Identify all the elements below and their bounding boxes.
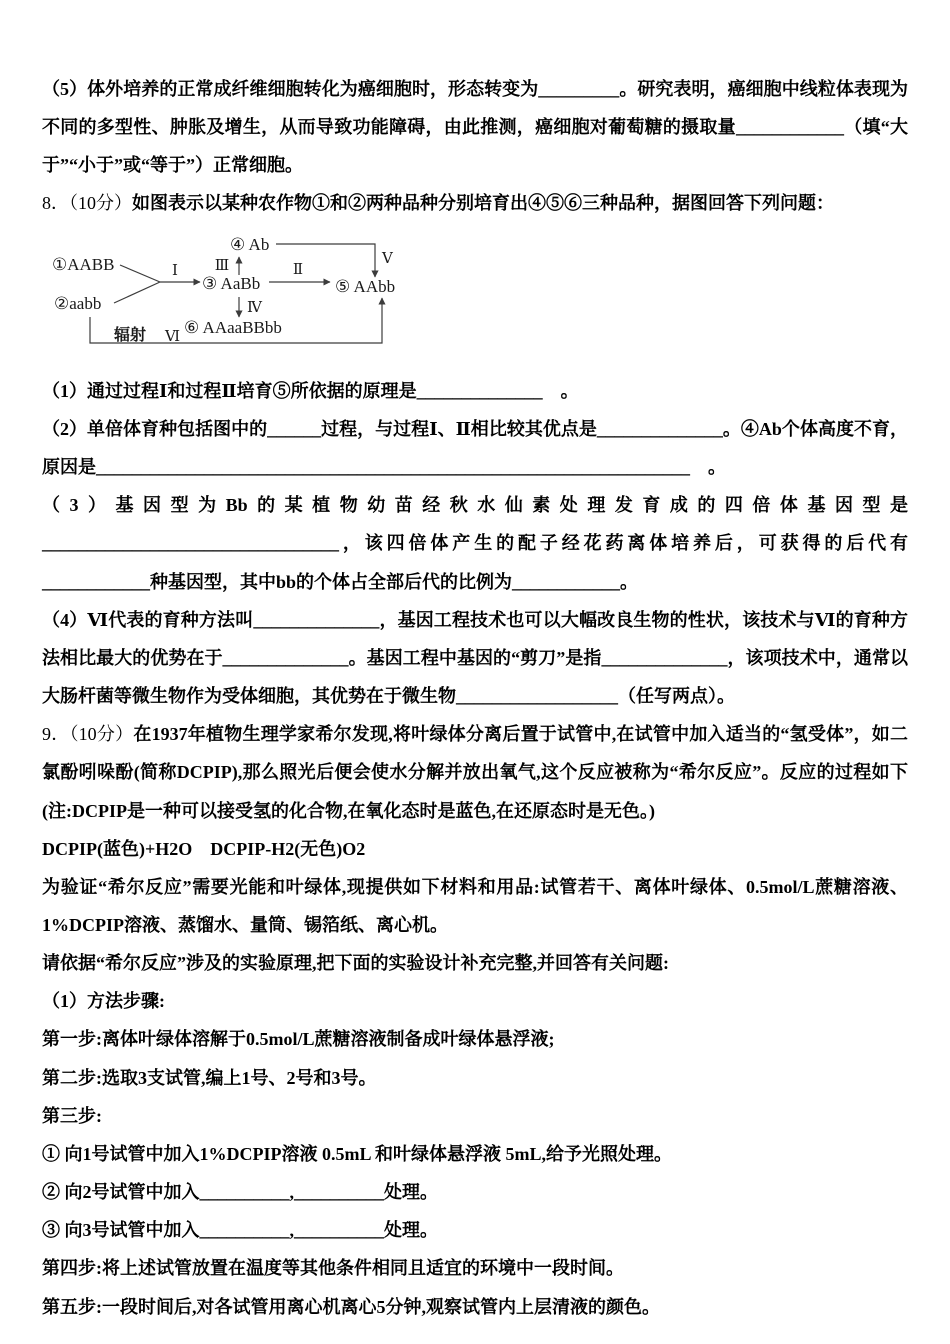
process-III-label: Ⅲ (214, 257, 230, 274)
node-4-Ab: ④ Ab (230, 234, 270, 254)
cross-line-bottom (114, 282, 160, 303)
question8-sub3: （3）基因型为Bb的某植物幼苗经秋水仙素处理发育成的四倍体基因型是_________________________________，该四倍体产生的配子经花药离体培养后，可获得的后代有____________种基因型，其中bb的个体占全部后代的比例为____________。 (42, 495, 908, 592)
node-1-AABB: ①AABB (52, 254, 115, 274)
cross-line-top (120, 265, 160, 282)
question9-step3-header: 第三步: (42, 1105, 102, 1126)
radiation-label: 辐射 (114, 326, 147, 344)
question8-intro (42, 184, 908, 222)
node-6-AAaaBBbb: ⑥ AAaaBBbb (184, 317, 282, 337)
question8-sub1: （1）通过过程Ⅰ和过程Ⅱ培育⑤所依据的原理是______________ 。 (42, 380, 579, 401)
question8-sub2: （2）单倍体育种包括图中的______过程，与过程Ⅰ、Ⅱ相比较其优点是______________。④Ab个体高度不育，原因是__________________________________________________________________ 。 (42, 418, 908, 478)
question9-step3-item2: ② 向2号试管中加入__________,__________处理。 (42, 1182, 438, 1203)
question7-part5: （5）体外培养的正常成纤维细胞转化为癌细胞时，形态转变为_________。研究表明，癌细胞中线粒体表现为不同的多型性、肿胀及增生，从而导致功能障碍，由此推测，癌细胞对葡萄糖的摄取量____________（填“大于”“小于”或“等于”）正常细胞。 (42, 79, 908, 176)
node-3-AaBb: ③ AaBb (202, 273, 261, 293)
question9-request: 请依据“希尔反应”涉及的实验原理,把下面的实验设计补充完整,并回答有关问题: (42, 953, 669, 974)
question8-number: 8．（10分） (42, 193, 132, 214)
question9-step5: 第五步:一段时间后,对各试管用离心机离心5分钟,观察试管内上层清液的颜色。 (42, 1296, 660, 1317)
question9-number: 9．（10分） (42, 724, 134, 745)
process-IV-label: Ⅳ (247, 299, 262, 316)
question8-intro-text: 如图表示以某种农作物①和②两种品种分别培育出④⑤⑥三种品种，据图回答下列问题： (132, 193, 834, 214)
question9-step4: 第四步:将上述试管放置在温度等其他条件相同且适宜的环境中一段时间。 (42, 1258, 624, 1279)
process-II-label: Ⅱ (292, 261, 304, 278)
question9-intro (42, 715, 908, 829)
process-V-line (276, 244, 375, 277)
process-V-label: Ⅴ (382, 250, 393, 267)
question9-part1-header: （1）方法步骤: (42, 991, 165, 1012)
process-VI-label: Ⅵ (165, 328, 181, 345)
question9-formula: DCPIP(蓝色)+H2O DCPIP-H2(无色)O2 (42, 838, 366, 859)
node-2-aabb: ②aabb (54, 293, 102, 313)
question9-intro-text: 在1937年植物生理学家希尔发现,将叶绿体分离后置于试管中,在试管中加入适当的“氢受体”，如二氯酚吲哚酚(简称DCPIP),那么照光后便会使水分解并放出氧气,这个反应被称为“希尔反应”。反应的过程如下(注:DCPIP是一种可以接受氢的化合物,在氧化态时是蓝色,在还原态时是无色。) (42, 724, 909, 821)
breeding-diagram-svg (32, 229, 462, 357)
question9-step3-item1: ① 向1号试管中加入1%DCPIP溶液 0.5mL 和叶绿体悬浮液 5mL,给予光照处理。 (42, 1143, 672, 1164)
process-I-label: Ⅰ (172, 262, 178, 279)
breeding-diagram (32, 229, 908, 370)
question9-step2: 第二步:选取3支试管,编上1号、2号和3号。 (42, 1067, 377, 1088)
question9-step1: 第一步:离体叶绿体溶解于0.5mol/L蔗糖溶液制备成叶绿体悬浮液; (42, 1029, 555, 1050)
question8-sub4: （4）Ⅵ代表的育种方法叫______________，基因工程技术也可以大幅改良生物的性状，该技术与Ⅵ的育种方法相比最大的优势在于______________。基因工程中基因的“剪刀”是指______________，该项技术中，通常以大肠杆菌等微生物作为受体细胞，其优势在于微生物__________________（任写两点）。 (42, 609, 908, 707)
question9-step3-item3: ③ 向3号试管中加入__________,__________处理。 (42, 1220, 438, 1241)
question9-materials: 为验证“希尔反应”需要光能和叶绿体,现提供如下材料和用品:试管若干、离体叶绿体、0.5mol/L蔗糖溶液、1%DCPIP溶液、蒸馏水、量筒、锡箔纸、离心机。 (42, 876, 908, 935)
node-5-AAbb: ⑤ AAbb (335, 276, 396, 296)
